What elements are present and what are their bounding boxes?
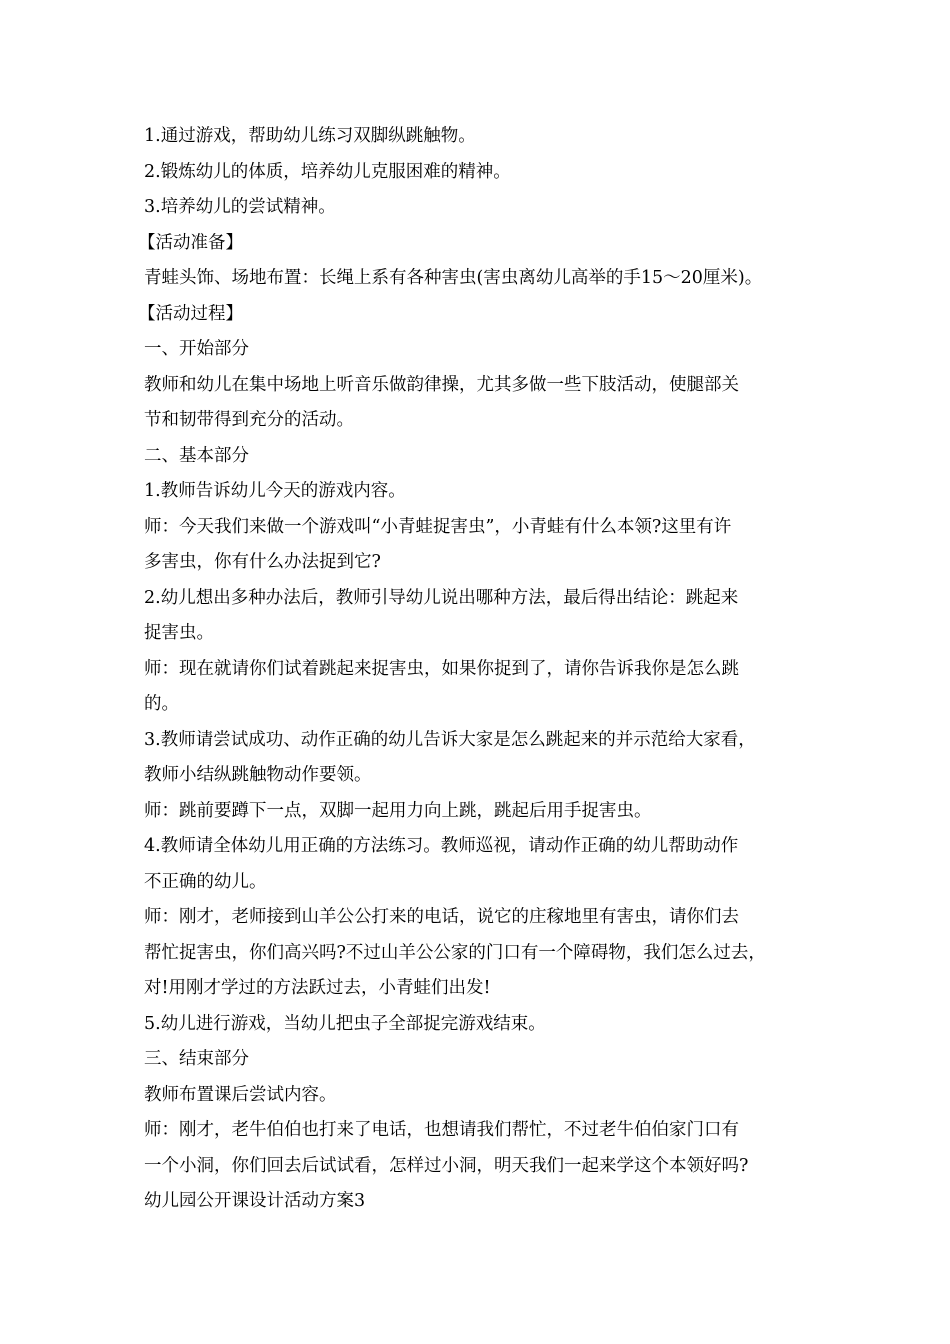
paragraph-line: 教师小结纵跳触物动作要领。 — [144, 765, 372, 785]
paragraph-line: 4.教师请全体幼儿用正确的方法练习。教师巡视，请动作正确的幼儿帮助动作 — [144, 836, 739, 856]
subheading-basic: 二、基本部分 — [144, 445, 249, 466]
paragraph-line: 师：现在就请你们试着跳起来捉害虫，如果你捉到了，请你告诉我你是怎么跳 — [144, 658, 739, 679]
paragraph-line: 捉害虫。 — [144, 623, 214, 643]
goal-line-3: 3.培养幼儿的尝试精神。 — [144, 197, 336, 217]
paragraph-line: 师：跳前要蹲下一点，双脚一起用力向上跳，跳起后用手捉害虫。 — [144, 800, 652, 821]
paragraph-line: 师：刚才，老牛伯伯也打来了电话，也想请我们帮忙，不过老牛伯伯家门口有 — [144, 1120, 739, 1140]
paragraph-line: 师：今天我们来做一个游戏叫“小青蛙捉害虫”，小青蛙有什么本领?这里有许 — [144, 516, 732, 537]
preparation-text: 青蛙头饰、场地布置：长绳上系有各种害虫(害虫离幼儿高举的手15～20厘米)。 — [144, 268, 763, 288]
section-heading-preparation: 【活动准备】 — [138, 232, 243, 253]
paragraph-line: 5.幼儿进行游戏，当幼儿把虫子全部捉完游戏结束。 — [144, 1013, 546, 1034]
paragraph-line: 3.教师请尝试成功、动作正确的幼儿告诉大家是怎么跳起来的并示范给大家看， — [144, 729, 756, 750]
subheading-end: 三、结束部分 — [144, 1049, 249, 1069]
paragraph-line: 2.幼儿想出多种办法后，教师引导幼儿说出哪种方法，最后得出结论：跳起来 — [144, 587, 739, 608]
paragraph-line: 1.教师告诉幼儿今天的游戏内容。 — [144, 481, 406, 501]
paragraph-line: 节和韧带得到充分的活动。 — [144, 410, 354, 430]
document-body — [138, 119, 824, 1220]
paragraph-line: 对!用刚才学过的方法跃过去，小青蛙们出发! — [144, 978, 491, 998]
section-heading-process: 【活动过程】 — [138, 303, 243, 324]
paragraph-line: 一个小洞，你们回去后试试看，怎样过小洞，明天我们一起来学这个本领好吗? — [144, 1155, 749, 1176]
goal-line-1: 1.通过游戏，帮助幼儿练习双脚纵跳触物。 — [144, 126, 476, 146]
paragraph-line: 帮忙捉害虫，你们高兴吗?不过山羊公公家的门口有一个障碍物，我们怎么过去， — [144, 942, 766, 963]
paragraph-line: 教师布置课后尝试内容。 — [144, 1084, 337, 1105]
next-plan-title: 幼儿园公开课设计活动方案3 — [144, 1191, 366, 1211]
paragraph-line: 师：刚才，老师接到山羊公公打来的电话，说它的庄稼地里有害虫，请你们去 — [144, 907, 739, 927]
subheading-start: 一、开始部分 — [144, 339, 249, 359]
goal-line-2: 2.锻炼幼儿的体质，培养幼儿克服困难的精神。 — [144, 161, 511, 182]
paragraph-line: 多害虫，你有什么办法捉到它? — [144, 552, 381, 572]
paragraph-line: 不正确的幼儿。 — [144, 871, 267, 892]
paragraph-line: 的。 — [144, 694, 179, 714]
paragraph-line: 教师和幼儿在集中场地上听音乐做韵律操，尤其多做一些下肢活动，使腿部关 — [144, 374, 739, 395]
